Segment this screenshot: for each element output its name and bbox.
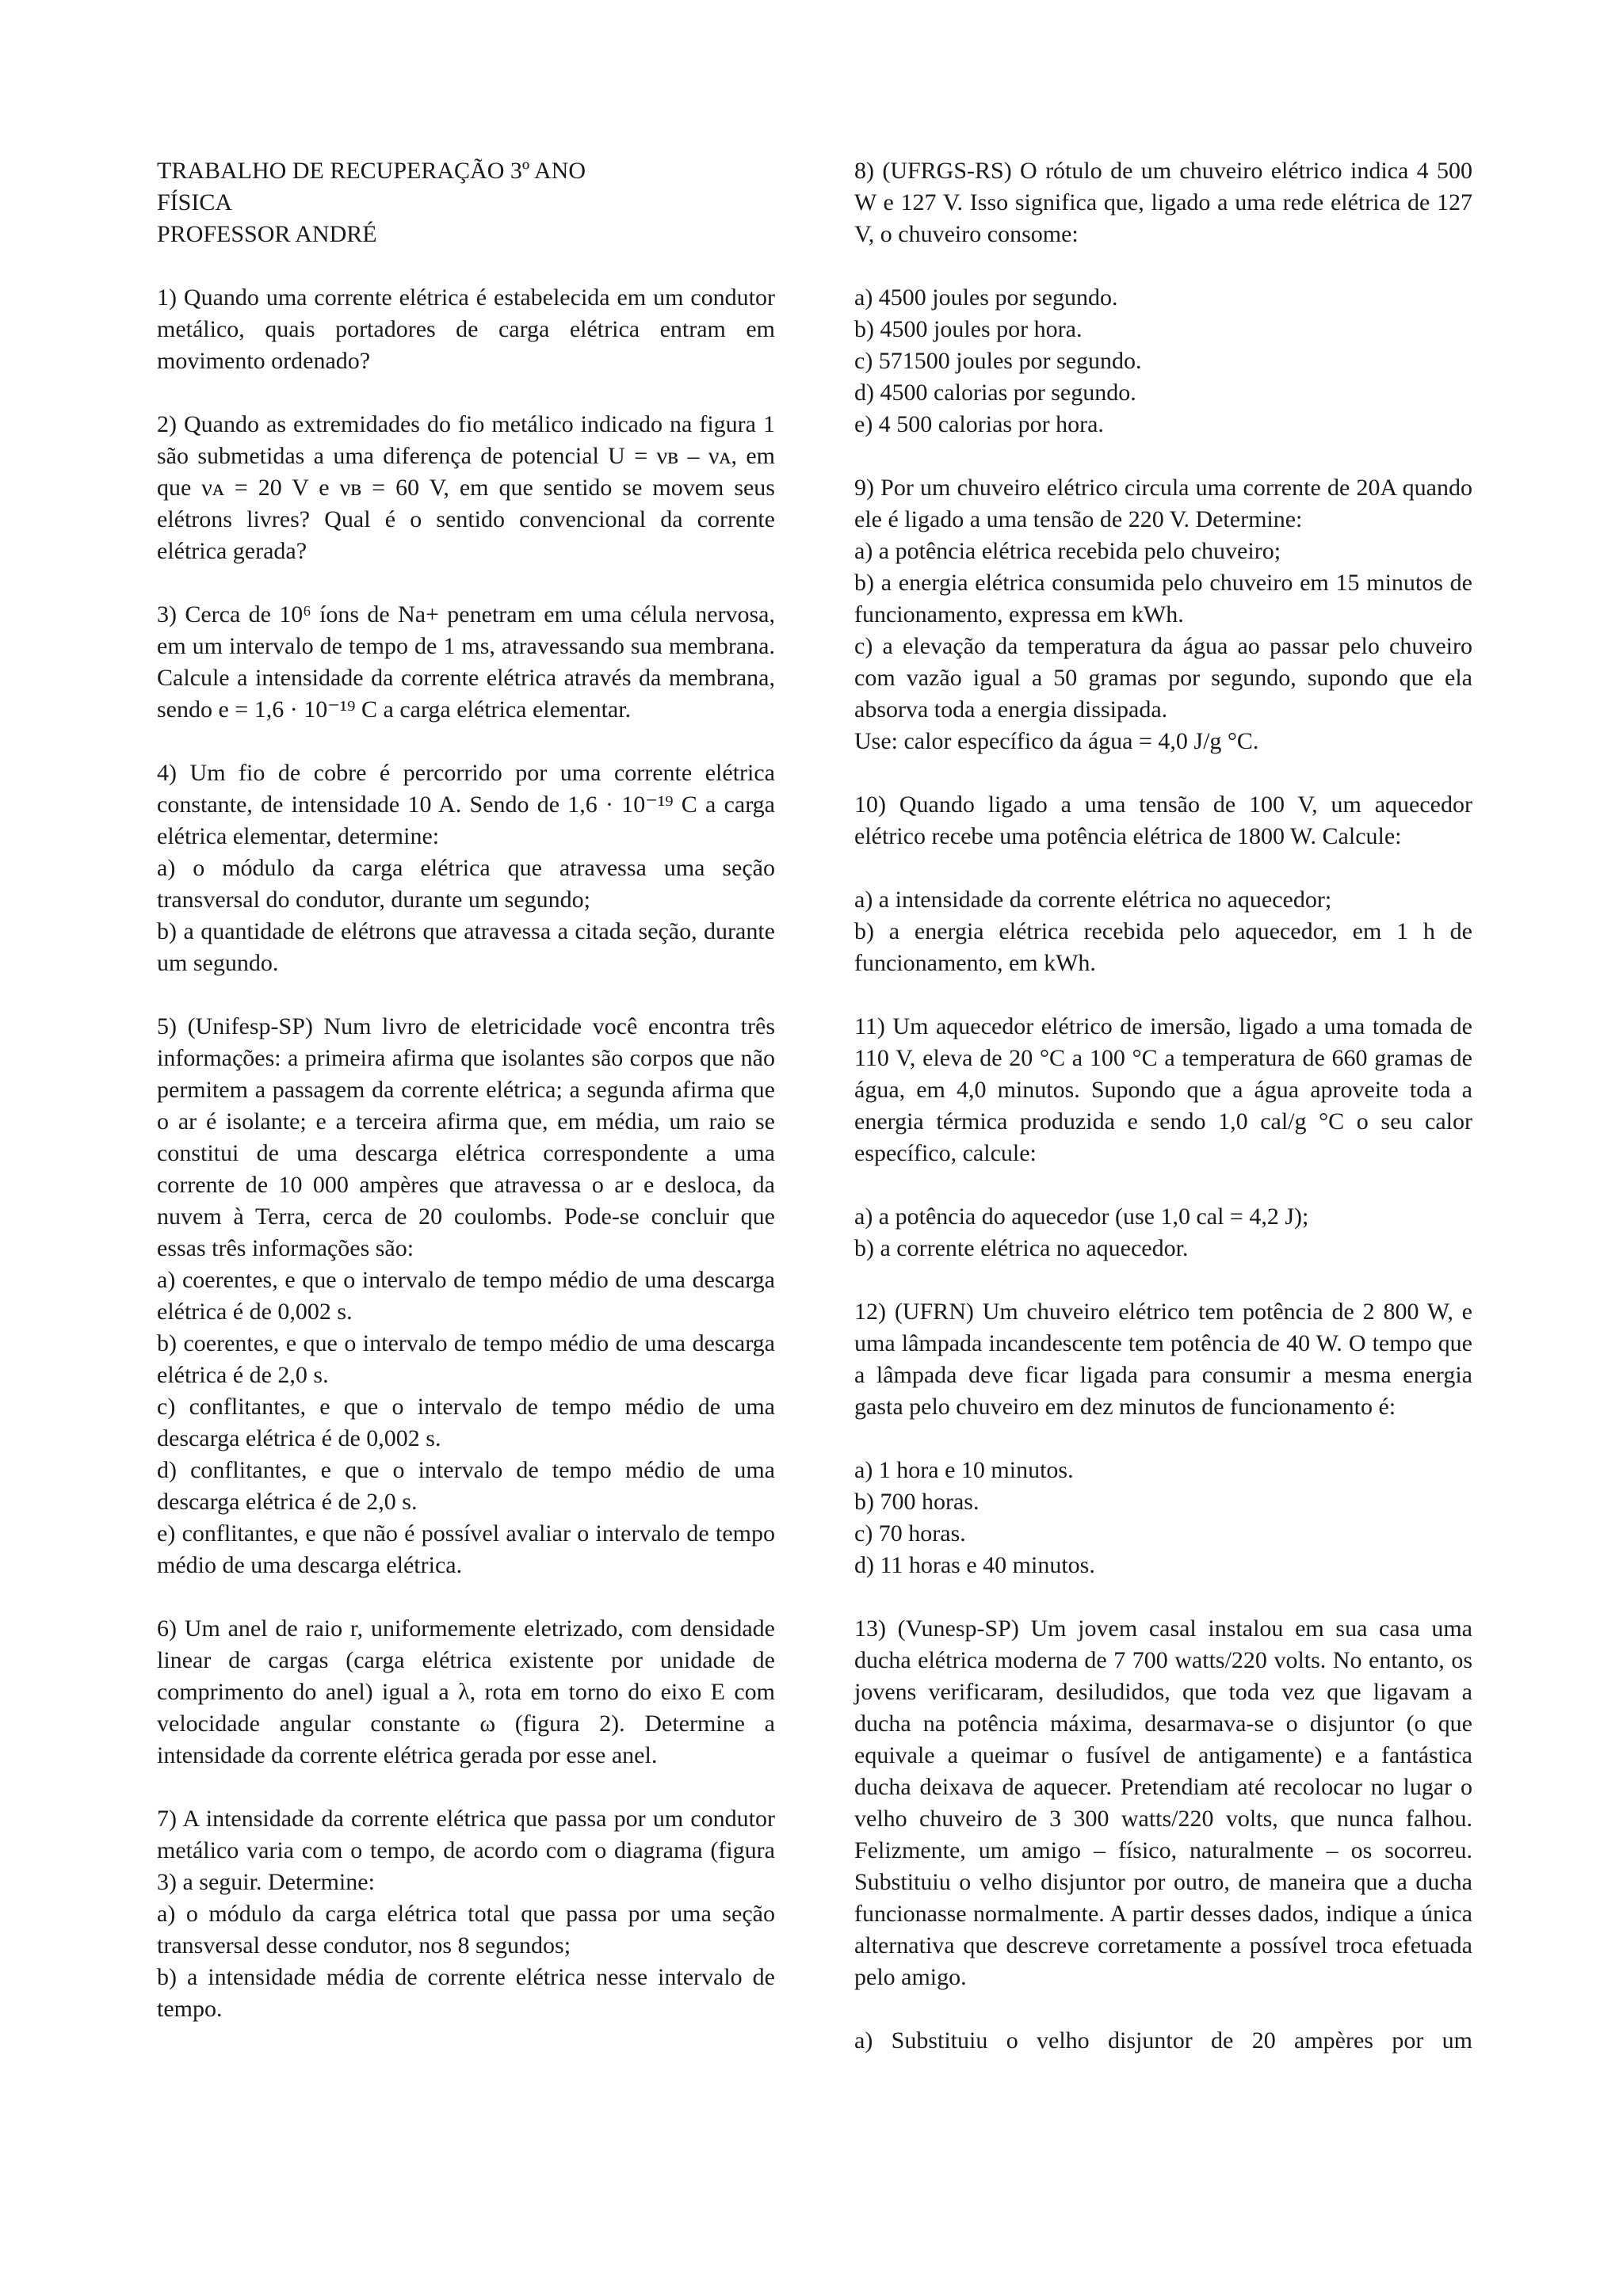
question-9-text: 9) Por um chuveiro elétrico circula uma corrente de 20A quando ele é ligado a uma tensão de 220 V. Determine: [854, 475, 1472, 532]
question-7-option-b: b) a intensidade média de corrente elétrica nesse intervalo de tempo. [157, 1964, 775, 2022]
left-column [157, 155, 775, 2057]
question-5 [157, 1011, 775, 1581]
question-5-option-c: c) conflitantes, e que o intervalo de tempo médio de uma descarga elétrica é de 0,002 s. [157, 1394, 775, 1451]
question-4-option-a: a) o módulo da carga elétrica que atravessa uma seção transversal do condutor, durante um segundo; [157, 855, 775, 913]
question-12-option-d: d) 11 horas e 40 minutos. [854, 1552, 1095, 1578]
right-column [854, 155, 1472, 2088]
question-6 [157, 1613, 775, 1772]
question-11-option-a: a) a potência do aquecedor (use 1,0 cal = 4,2 J); [854, 1203, 1309, 1230]
question-13-option-a: a) Substituiu o velho disjuntor de 20 ampères por um [854, 2027, 1472, 2054]
question-2-text: 2) Quando as extremidades do fio metálico indicado na figura 1 são submetidas a uma diferença de potencial U = νʙ – νᴀ, em que νᴀ = 20 V e νʙ = 60 V, em que sentido se movem seus elétrons livres? Qual é o sentido convencional da corrente elétrica gerada? [157, 411, 775, 564]
question-12-option-b: b) 700 horas. [854, 1489, 980, 1515]
question-8-text: 8) (UFRGS-RS) O rótulo de um chuveiro elétrico indica 4 500 W e 127 V. Isso significa que, ligado a uma rede elétrica de 127 V, o chuveiro consome: [854, 158, 1472, 247]
question-8 [854, 155, 1472, 441]
question-8-option-a: a) 4500 joules por segundo. [854, 284, 1118, 311]
question-13 [854, 1613, 1472, 2057]
question-9-note: Use: calor específico da água = 4,0 J/g °C. [854, 728, 1259, 754]
question-10-option-b: b) a energia elétrica recebida pelo aquecedor, em 1 h de funcionamento, em kWh. [854, 918, 1472, 976]
question-9-option-b: b) a energia elétrica consumida pelo chuveiro em 15 minutos de funcionamento, expressa em kWh. [854, 570, 1472, 627]
question-6-text: 6) Um anel de raio r, uniformemente eletrizado, com densidade linear de cargas (carga elétrica existente por unidade de comprimento do anel) igual a λ, rota em torno do eixo E com velocidade angular constante ω (figura 2). Determine a intensidade da corrente elétrica gerada por esse anel. [157, 1615, 775, 1768]
header-subject: FÍSICA [157, 189, 233, 215]
question-12 [854, 1296, 1472, 1581]
question-9-option-c: c) a elevação da temperatura da água ao passar pelo chuveiro com vazão igual a 50 gramas por segundo, supondo que ela absorva toda a energia dissipada. [854, 633, 1472, 723]
question-11 [854, 1011, 1472, 1264]
header-teacher: PROFESSOR ANDRÉ [157, 221, 377, 247]
question-13-text: 13) (Vunesp-SP) Um jovem casal instalou em sua casa uma ducha elétrica moderna de 7 700 watts/220 volts. No entanto, os jovens verificaram, desiludidos, que toda vez que ligavam a ducha na potência máxima, desarmava-se o disjuntor (o que equivale a queimar o fusível de antigamente) e a fantástica ducha deixava de aquecer. Pretendiam até recolocar no lugar o velho chuveiro de 3 300 watts/220 volts, que nunca falhou. Felizmente, um amigo – físico, naturalmente – os socorreu. Substituiu o velho disjuntor por outro, de maneira que a ducha funcionasse normalmente. A partir desses dados, indique a única alternativa que descreve corretamente a possível troca efetuada pelo amigo. [854, 1615, 1472, 1990]
question-5-option-b: b) coerentes, e que o intervalo de tempo médio de uma descarga elétrica é de 2,0 s. [157, 1330, 775, 1388]
question-12-text: 12) (UFRN) Um chuveiro elétrico tem potência de 2 800 W, e uma lâmpada incandescente tem potência de 40 W. O tempo que a lâmpada deve ficar ligada para consumir a mesma energia gasta pelo chuveiro em dez minutos de funcionamento é: [854, 1299, 1472, 1420]
question-12-option-c: c) 70 horas. [854, 1520, 966, 1547]
question-5-text: 5) (Unifesp-SP) Num livro de eletricidade você encontra três informações: a primeira afirma que isolantes são corpos que não permitem a passagem da corrente elétrica; a segunda afirma que o ar é isolante; e a terceira afirma que, em média, um raio se constitui de uma descarga elétrica correspondente a uma corrente de 10 000 ampères que atravessa o ar e desloca, da nuvem à Terra, cerca de 20 coulombs. Pode-se concluir que essas três informações são: [157, 1013, 775, 1261]
question-5-option-e: e) conflitantes, e que não é possível avaliar o intervalo de tempo médio de uma descarga elétrica. [157, 1520, 775, 1578]
question-3-text: 3) Cerca de 10⁶ íons de Na+ penetram em uma célula nervosa, em um intervalo de tempo de 1 ms, atravessando sua membrana. Calcule a intensidade da corrente elétrica através da membrana, sendo e = 1,6 · 10⁻¹⁹ C a carga elétrica elementar. [157, 601, 775, 723]
question-2 [157, 409, 775, 567]
document-header [157, 155, 775, 250]
question-12-option-a: a) 1 hora e 10 minutos. [854, 1457, 1074, 1483]
question-8-option-c: c) 571500 joules por segundo. [854, 348, 1142, 374]
question-8-option-e: e) 4 500 calorias por hora. [854, 411, 1104, 437]
question-9 [854, 472, 1472, 757]
question-5-option-a: a) coerentes, e que o intervalo de tempo médio de uma descarga elétrica é de 0,002 s. [157, 1267, 775, 1325]
question-7-text: 7) A intensidade da corrente elétrica que passa por um condutor metálico varia com o tempo, de acordo com o diagrama (figura 3) a seguir. Determine: [157, 1806, 775, 1895]
question-5-option-d: d) conflitantes, e que o intervalo de tempo médio de uma descarga elétrica é de 2,0 s. [157, 1457, 775, 1515]
question-9-option-a: a) a potência elétrica recebida pelo chuveiro; [854, 538, 1281, 564]
question-8-option-b: b) 4500 joules por hora. [854, 316, 1083, 342]
question-4-option-b: b) a quantidade de elétrons que atravessa a citada seção, durante um segundo. [157, 918, 775, 976]
question-1-text: 1) Quando uma corrente elétrica é estabelecida em um condutor metálico, quais portadores de carga elétrica entram em movimento ordenado? [157, 284, 775, 374]
question-8-option-d: d) 4500 calorias por segundo. [854, 379, 1136, 406]
question-10-option-a: a) a intensidade da corrente elétrica no aquecedor; [854, 887, 1332, 913]
question-4-text: 4) Um fio de cobre é percorrido por uma corrente elétrica constante, de intensidade 10 A. Sendo de 1,6 · 10⁻¹⁹ C a carga elétrica elementar, determine: [157, 760, 775, 849]
question-7-option-a: a) o módulo da carga elétrica total que passa por uma seção transversal desse condutor, nos 8 segundos; [157, 1901, 775, 1958]
question-10-text: 10) Quando ligado a uma tensão de 100 V, um aquecedor elétrico recebe uma potência elétrica de 1800 W. Calcule: [854, 791, 1472, 849]
question-3 [157, 599, 775, 726]
question-11-text: 11) Um aquecedor elétrico de imersão, ligado a uma tomada de 110 V, eleva de 20 °C a 100 °C a temperatura de 660 gramas de água, em 4,0 minutos. Supondo que a água aproveite toda a energia térmica produzida e sendo 1,0 cal/g °C o seu calor específico, calcule: [854, 1013, 1472, 1166]
header-title: TRABALHO DE RECUPERAÇÃO 3º ANO [157, 158, 586, 184]
question-11-option-b: b) a corrente elétrica no aquecedor. [854, 1235, 1189, 1261]
question-1 [157, 282, 775, 377]
question-7 [157, 1803, 775, 2025]
question-4 [157, 757, 775, 979]
question-10 [854, 789, 1472, 979]
